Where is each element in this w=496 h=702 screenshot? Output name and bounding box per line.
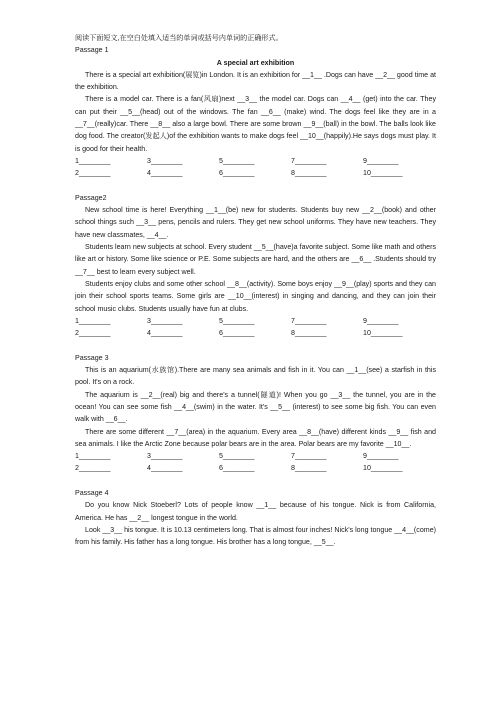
answer-blank[interactable]: 5________ [219,156,255,165]
answer-blank[interactable]: 8________ [291,329,327,338]
spacer [75,180,436,192]
answer-row [75,155,436,167]
answer-blank[interactable]: 3________ [147,156,183,165]
answer-blank[interactable]: 9________ [363,452,399,461]
answer-row [75,315,436,327]
answer-blank[interactable]: 4________ [147,329,183,338]
answer-blank[interactable]: 5________ [219,316,255,325]
paragraph: Look __3__ his tongue. It is 10.13 centimeters long. That is almost four inches! Nick's long tongue __4__(come) from his family. His father has a long tongue. His brother has a long tongue, __5__. [75,525,436,547]
spacer [75,475,436,487]
paragraph: This is an aquarium(水族馆).There are many sea animals and fish in it. You can __1__(see) a starfish in this pool. It's on a rock. [75,366,436,387]
answer-row [75,450,436,462]
answer-row [75,167,436,179]
answer-blank[interactable]: 1________ [75,316,111,325]
passage-label: Passage2 [75,193,107,202]
answer-blank[interactable]: 8________ [291,464,327,473]
answer-blank[interactable]: 8________ [291,169,327,178]
passage-title: A special art exhibition [216,58,295,67]
paragraph: New school time is here! Everything __1__(be) new for students. Students buy new __2__(book) and other school things such __3__ pens, pencils and rulers. They get new school uniforms. They have new teachers. They have new classmates, __4__. [75,206,436,239]
passage-label: Passage 4 [75,488,109,497]
answer-row [75,462,436,474]
answer-blank[interactable]: 10________ [363,329,403,338]
paragraph: There is a model car. There is a fan(风扇)next __3__ the model car. Dogs can __4__ (get) into the car. They can put their __5__(head) out of the windows. The fan __6__ (make) wind. The dogs feel like they are in a __7__(really)car. There __8__ also a large bowl. There are some brown __9__(ball) in the bowl. The balls look like dog food. The creator(发起人)of the exhibition wants to make dogs feel __10__(happily).He says dogs must play. It is good for their health. [75,95,436,153]
paragraph: There is a special art exhibition(展览)in London. It is an exhibition for __1__ .Dogs can have __2__ good time at the exhibition. [75,70,436,92]
answer-blank[interactable]: 9________ [363,156,399,165]
answer-blank[interactable]: 9________ [363,316,399,325]
answer-blank[interactable]: 10________ [363,169,403,178]
answer-blank[interactable]: 1________ [75,452,111,461]
paragraph: Students learn new subjects at school. Every student __5__(have)a favorite subject. Some like math and others like art or history. Some like science or P.E. Some subjects are hard, and the others are __6__ .Students should try __7__ best to learn every subject well. [75,243,436,276]
answer-blank[interactable]: 4________ [147,169,183,178]
answer-blank[interactable]: 4________ [147,464,183,473]
paragraph: There are some different __7__(area) in the aquarium. Every area __8__(have) different kinds __9__ fish and sea animals. I like the Arctic Zone because polar bears are in the area. Polar bears are my favorite __10__. [75,427,436,448]
answer-blank[interactable]: 6________ [219,169,255,178]
answer-blank[interactable]: 2________ [75,329,111,338]
answer-blank[interactable]: 3________ [147,316,183,325]
answer-blank[interactable]: 7________ [291,452,327,461]
answer-blank[interactable]: 7________ [291,316,327,325]
paragraph: Do you know Nick Stoeberl? Lots of people know __1__ because of his tongue. Nick is from California, America. He has __2__ longest tongue in the world. [75,501,436,522]
answer-blank[interactable]: 10________ [363,464,403,473]
spacer [75,339,436,351]
instruction: 阅读下面短文,在空白处填入适当的单词或括号内单词的正确形式。 [75,34,283,42]
passage-label: Passage 1 [75,46,109,55]
answer-row [75,327,436,339]
answer-blank[interactable]: 2________ [75,169,111,178]
answer-blank[interactable]: 6________ [219,464,255,473]
answer-blank[interactable]: 5________ [219,452,255,461]
paragraph: Students enjoy clubs and some other school __8__(activity). Some boys enjoy __9__(play) sports and they can join their school sports teams. Some girls are __10__(interest) in singing and dancing, and they can join their school music clubs. Students usually have fun at clubs. [75,279,436,313]
answer-blank[interactable]: 7________ [291,156,327,165]
answer-blank[interactable]: 3________ [147,452,183,461]
answer-blank[interactable]: 2________ [75,464,111,473]
paragraph: The aquarium is __2__(real) big and there's a tunnel(隧道)! When you go __3__ the tunnel, you are in the ocean! You can see some fish __4__(swim) in the water. It's __5__ (interest) to see some big fish. You can even walk with __6__. [75,390,436,424]
passage-label: Passage 3 [75,353,109,362]
answer-blank[interactable]: 1________ [75,156,111,165]
answer-blank[interactable]: 6________ [219,329,255,338]
